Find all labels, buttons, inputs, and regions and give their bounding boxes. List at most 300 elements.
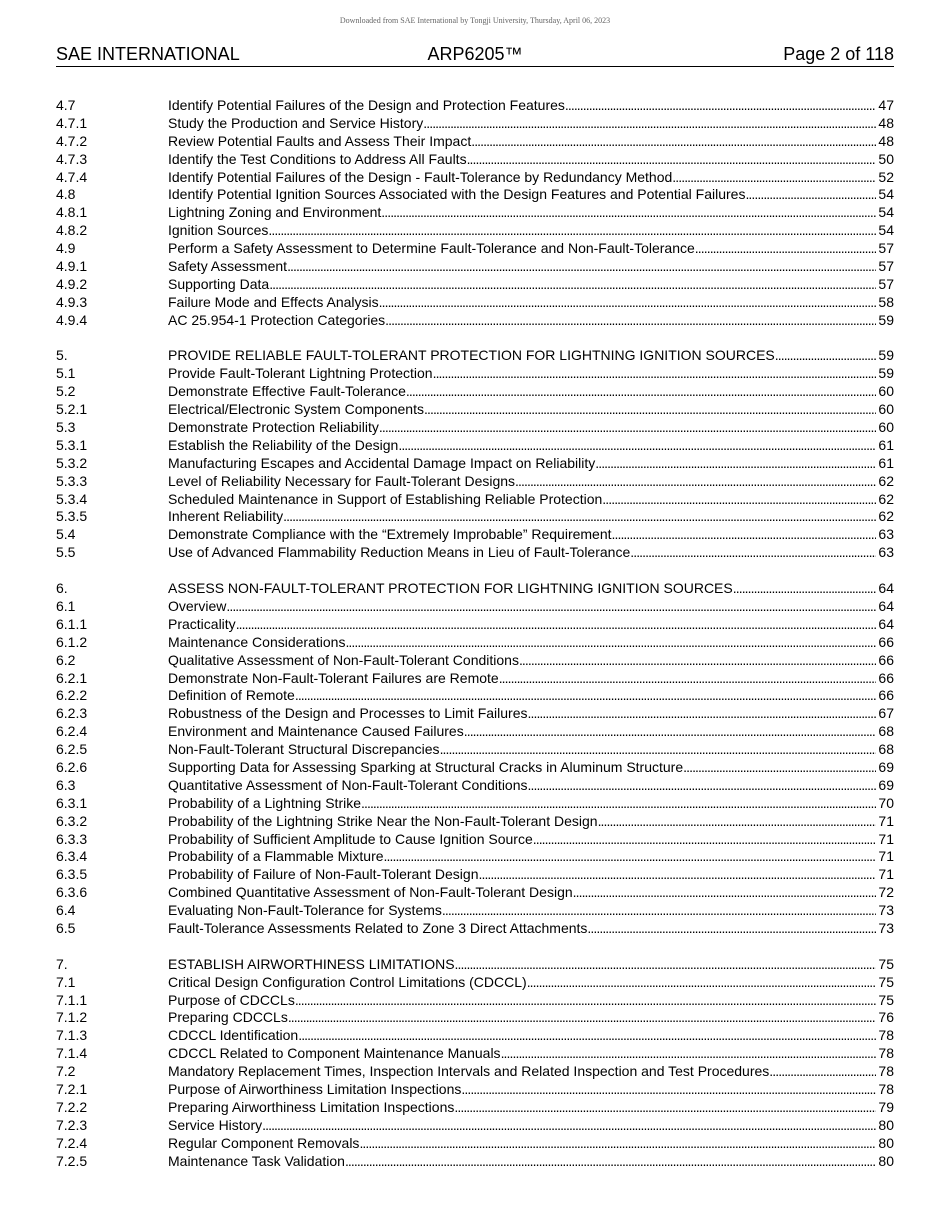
toc-section-title: Establish the Reliability of the Design [168, 436, 399, 453]
toc-section-number: 7.2.5 [56, 1152, 88, 1169]
toc-entry-line [168, 795, 894, 813]
toc-section-number: 7.1.3 [56, 1027, 88, 1044]
toc-entry-line [168, 956, 894, 974]
toc-dot-leader [501, 1045, 877, 1063]
toc-entry-line [168, 813, 894, 831]
toc-dot-leader [359, 1135, 876, 1153]
toc-entry-line [168, 437, 894, 455]
toc-entry-line [168, 151, 894, 169]
toc-page-number: 66 [878, 633, 894, 650]
toc-page-number: 75 [878, 973, 894, 990]
toc-section-title: Study the Production and Service History [168, 114, 424, 131]
toc-dot-leader [587, 920, 876, 938]
toc-entry-line [168, 526, 894, 544]
toc-entry-line [168, 169, 894, 187]
toc-entry-line [168, 1135, 894, 1153]
toc-entry[interactable] [56, 723, 894, 741]
toc-section-number: 5. [56, 347, 68, 364]
toc-section-title: Demonstrate Protection Reliability [168, 419, 379, 436]
toc-page-number: 63 [878, 526, 894, 543]
toc-section-title: Preparing CDCCLs [168, 1009, 288, 1026]
toc-section-number: 4.7.4 [56, 168, 88, 185]
toc-section-number: 4.9 [56, 240, 76, 257]
toc-section-title: Maintenance Task Validation [168, 1152, 345, 1169]
toc-section-title: Perform a Safety Assessment to Determine Fault-Tolerance and Non-Fault-Tolerance [168, 240, 695, 257]
toc-entry-line [168, 365, 894, 383]
toc-entry[interactable] [56, 866, 894, 884]
toc-entry-line [168, 1117, 894, 1135]
toc-dot-leader [379, 419, 877, 437]
toc-page-number: 62 [878, 490, 894, 507]
toc-entry[interactable] [56, 133, 894, 151]
toc-section-number: 4.8 [56, 186, 76, 203]
toc-entry[interactable] [56, 1063, 894, 1081]
toc-entry-line [168, 276, 894, 294]
toc-dot-leader [379, 294, 877, 312]
toc-entry-line [168, 473, 894, 491]
toc-section-title: Electrical/Electronic System Components [168, 401, 424, 418]
toc-entry[interactable] [56, 508, 894, 526]
toc-section-number: 5.3.3 [56, 472, 88, 489]
toc-page-number: 64 [878, 615, 894, 632]
toc-dot-leader [598, 813, 877, 831]
toc-dot-leader [226, 598, 876, 616]
download-watermark: Downloaded from SAE International by Tongji University, Thursday, April 06, 2023 [339, 16, 611, 25]
toc-entry[interactable] [56, 652, 894, 670]
toc-section-number: 5.3.1 [56, 436, 88, 453]
toc-page-number: 69 [878, 758, 894, 775]
toc-section-title: Scheduled Maintenance in Support of Establishing Reliable Protection [168, 490, 603, 507]
toc-entry[interactable] [56, 97, 894, 115]
toc-entry[interactable] [56, 312, 894, 330]
toc-section-title: CDCCL Identification [168, 1027, 299, 1044]
toc-dot-leader [467, 151, 877, 169]
toc-entry[interactable] [56, 437, 894, 455]
toc-dot-leader [533, 831, 877, 849]
toc-entry-line [168, 616, 894, 634]
toc-page-number: 76 [878, 1009, 894, 1026]
toc-section-group [56, 97, 894, 330]
toc-entry[interactable] [56, 186, 894, 204]
toc-section-number: 6.2.3 [56, 705, 88, 722]
toc-section-number: 6.2.4 [56, 723, 88, 740]
toc-entry[interactable] [56, 204, 894, 222]
toc-section-title: Review Potential Faults and Assess Their Impact [168, 132, 472, 149]
toc-section-number: 7.1 [56, 973, 76, 990]
toc-entry-line [168, 1153, 894, 1171]
toc-entry[interactable] [56, 1081, 894, 1099]
toc-entry[interactable] [56, 759, 894, 777]
toc-entry[interactable] [56, 526, 894, 544]
toc-entry-line [168, 222, 894, 240]
toc-entry[interactable] [56, 831, 894, 849]
toc-entry-line [168, 383, 894, 401]
toc-entry-line [168, 741, 894, 759]
toc-section-number: 7.2.2 [56, 1098, 88, 1115]
toc-dot-leader [385, 312, 876, 330]
toc-section-title: ASSESS NON-FAULT-TOLERANT PROTECTION FOR LIGHTNING IGNITION SOURCES [168, 580, 733, 597]
toc-dot-leader [268, 222, 876, 240]
toc-entry[interactable] [56, 401, 894, 419]
toc-entry[interactable] [56, 777, 894, 795]
toc-page-number: 70 [878, 794, 894, 811]
toc-section-number: 4.7 [56, 97, 76, 113]
toc-entry[interactable] [56, 848, 894, 866]
toc-dot-leader [455, 956, 877, 974]
toc-section-title: Purpose of Airworthiness Limitation Inspections [168, 1080, 462, 1097]
toc-page-number: 72 [878, 884, 894, 901]
toc-section-number: 5.1 [56, 365, 76, 382]
toc-section-title: Regular Component Removals [168, 1134, 360, 1151]
toc-page-number: 52 [878, 168, 894, 185]
toc-section-title: Fault-Tolerance Assessments Related to Zone 3 Direct Attachments [168, 919, 588, 936]
toc-entry[interactable] [56, 795, 894, 813]
toc-section-title: Probability of Sufficient Amplitude to Cause Ignition Source [168, 830, 533, 847]
toc-entry[interactable] [56, 455, 894, 473]
toc-entry[interactable] [56, 240, 894, 258]
toc-entry-line [168, 1045, 894, 1063]
toc-dot-leader [454, 1099, 876, 1117]
toc-page-number: 67 [878, 705, 894, 722]
toc-section-number: 4.9.4 [56, 311, 88, 328]
toc-section-title: Mandatory Replacement Times, Inspection Intervals and Related Inspection and Test Procedures [168, 1063, 770, 1080]
toc-entry[interactable] [56, 491, 894, 509]
toc-entry[interactable] [56, 294, 894, 312]
toc-entry-line [168, 634, 894, 652]
toc-dot-leader [464, 723, 877, 741]
toc-section-title: CDCCL Related to Component Maintenance Manuals [168, 1045, 501, 1062]
toc-page-number: 48 [878, 114, 894, 131]
toc-section-number: 7.2.4 [56, 1134, 88, 1151]
toc-entry[interactable] [56, 705, 894, 723]
toc-dot-leader [295, 687, 877, 705]
toc-entry-line [168, 544, 894, 562]
toc-page-number: 80 [878, 1152, 894, 1169]
toc-dot-leader [384, 848, 877, 866]
toc-section-number: 4.9.1 [56, 258, 88, 275]
toc-entry-line [168, 1063, 894, 1081]
toc-page-number: 61 [878, 454, 894, 471]
toc-dot-leader [683, 759, 876, 777]
toc-entry[interactable] [56, 974, 894, 992]
toc-entry[interactable] [56, 258, 894, 276]
toc-dot-leader [515, 473, 876, 491]
toc-dot-leader [733, 580, 877, 598]
toc-page-number: 62 [878, 508, 894, 525]
toc-section-title: Preparing Airworthiness Limitation Inspections [168, 1098, 455, 1115]
toc-dot-leader [424, 401, 876, 419]
toc-section-number: 4.9.3 [56, 293, 88, 310]
toc-entry[interactable] [56, 956, 894, 974]
toc-section-number: 7.2 [56, 1063, 76, 1080]
toc-entry-line [168, 723, 894, 741]
toc-section-title: Critical Design Configuration Control Limitations (CDCCL) [168, 973, 527, 990]
toc-dot-leader [769, 1063, 876, 1081]
toc-section-number: 6.3.4 [56, 848, 88, 865]
toc-page-number: 57 [878, 275, 894, 292]
toc-page-number: 69 [878, 776, 894, 793]
toc-entry[interactable] [56, 473, 894, 491]
toc-page-number: 63 [878, 544, 894, 561]
publisher-name: SAE INTERNATIONAL [56, 44, 240, 64]
toc-entry[interactable] [56, 1009, 894, 1027]
toc-entry[interactable] [56, 616, 894, 634]
toc-dot-leader [775, 347, 877, 365]
toc-section-title: Manufacturing Escapes and Accidental Damage Impact on Reliability [168, 454, 596, 471]
toc-dot-leader [573, 884, 877, 902]
toc-dot-leader [602, 491, 876, 509]
toc-entry-line [168, 992, 894, 1010]
toc-page-number: 68 [878, 723, 894, 740]
toc-entry[interactable] [56, 1117, 894, 1135]
toc-entry-line [168, 401, 894, 419]
toc-entry[interactable] [56, 347, 894, 365]
toc-section-number: 7.2.1 [56, 1080, 88, 1097]
toc-dot-leader [461, 1081, 876, 1099]
toc-entry[interactable] [56, 1135, 894, 1153]
toc-entry[interactable] [56, 813, 894, 831]
toc-entry-line [168, 831, 894, 849]
toc-page-number: 66 [878, 669, 894, 686]
toc-entry[interactable] [56, 1027, 894, 1045]
toc-entry-line [168, 133, 894, 151]
toc-page-number: 78 [878, 1080, 894, 1097]
toc-page-number: 61 [878, 436, 894, 453]
toc-page-number: 58 [878, 293, 894, 310]
toc-section-number: 5.3.5 [56, 508, 88, 525]
toc-page-number: 64 [878, 580, 894, 597]
toc-section-number: 4.7.3 [56, 150, 88, 167]
toc-section-number: 4.9.2 [56, 275, 88, 292]
toc-entry-line [168, 115, 894, 133]
toc-page-number: 47 [878, 97, 894, 113]
toc-section-title: Level of Reliability Necessary for Fault-Tolerant Designs [168, 472, 516, 489]
toc-dot-leader [442, 902, 877, 920]
toc-section-title: Identify Potential Ignition Sources Associated with the Design Features and Potential Failures [168, 186, 746, 203]
toc-page-number: 71 [878, 866, 894, 883]
toc-section-number: 5.5 [56, 544, 76, 561]
toc-dot-leader [528, 777, 877, 795]
toc-section-number: 6.3.1 [56, 794, 88, 811]
toc-dot-leader [345, 634, 876, 652]
toc-dot-leader [595, 455, 876, 473]
toc-section-title: Failure Mode and Effects Analysis [168, 293, 379, 310]
toc-dot-leader [283, 508, 876, 526]
toc-page-number: 78 [878, 1045, 894, 1062]
toc-section-number: 6.3.2 [56, 812, 88, 829]
toc-entry-line [168, 598, 894, 616]
toc-entry[interactable] [56, 276, 894, 294]
table-of-contents [56, 97, 894, 1188]
toc-section-title: Quantitative Assessment of Non-Fault-Tolerant Conditions [168, 776, 528, 793]
toc-section-number: 5.3.4 [56, 490, 88, 507]
toc-page-number: 75 [878, 955, 894, 972]
toc-dot-leader [298, 1027, 876, 1045]
toc-entry[interactable] [56, 169, 894, 187]
toc-dot-leader [406, 383, 877, 401]
toc-entry-line [168, 97, 894, 115]
toc-page-number: 50 [878, 150, 894, 167]
toc-dot-leader [398, 437, 876, 455]
toc-page-number: 66 [878, 687, 894, 704]
toc-section-number: 4.8.2 [56, 222, 88, 239]
toc-dot-leader [695, 240, 877, 258]
toc-entry[interactable] [56, 222, 894, 240]
toc-entry[interactable] [56, 687, 894, 705]
toc-dot-leader [433, 365, 877, 383]
toc-section-title: Purpose of CDCCLs [168, 991, 295, 1008]
toc-section-title: Robustness of the Design and Processes to Limit Failures [168, 705, 528, 722]
toc-section-number: 7. [56, 955, 68, 972]
toc-section-title: Supporting Data for Assessing Sparking at Structural Cracks in Aluminum Structure [168, 758, 684, 775]
toc-page-number: 71 [878, 830, 894, 847]
toc-entry-line [168, 258, 894, 276]
toc-entry[interactable] [56, 902, 894, 920]
toc-entry-line [168, 347, 894, 365]
toc-entry[interactable] [56, 151, 894, 169]
toc-entry[interactable] [56, 365, 894, 383]
toc-entry[interactable] [56, 741, 894, 759]
toc-section-number: 4.7.1 [56, 114, 88, 131]
toc-entry-line [168, 455, 894, 473]
toc-dot-leader [236, 616, 877, 634]
toc-section-title: Provide Fault-Tolerant Lightning Protection [168, 365, 433, 382]
toc-section-number: 4.7.2 [56, 132, 88, 149]
toc-entry-line [168, 670, 894, 688]
toc-section-title: Ignition Sources [168, 222, 269, 239]
toc-page-number: 57 [878, 258, 894, 275]
toc-section-title: ESTABLISH AIRWORTHINESS LIMITATIONS [168, 955, 455, 972]
page-header [56, 44, 894, 67]
toc-dot-leader [612, 526, 877, 544]
toc-section-number: 6.5 [56, 919, 76, 936]
toc-entry-line [168, 1027, 894, 1045]
toc-entry[interactable] [56, 383, 894, 401]
toc-section-number: 7.1.1 [56, 991, 88, 1008]
toc-section-number: 6.4 [56, 902, 76, 919]
toc-page-number: 80 [878, 1116, 894, 1133]
toc-section-title: Environment and Maintenance Caused Failures [168, 723, 464, 740]
toc-dot-leader [478, 866, 876, 884]
toc-section-title: Combined Quantitative Assessment of Non-Fault-Tolerant Design [168, 884, 573, 901]
toc-entry[interactable] [56, 992, 894, 1010]
toc-section-title: Probability of the Lightning Strike Near the Non-Fault-Tolerant Design [168, 812, 598, 829]
toc-entry-line [168, 866, 894, 884]
toc-section-title: Demonstrate Effective Fault-Tolerance [168, 383, 406, 400]
toc-dot-leader [423, 115, 876, 133]
toc-section-title: Probability of a Lightning Strike [168, 794, 361, 811]
toc-entry-line [168, 1081, 894, 1099]
toc-page-number: 54 [878, 186, 894, 203]
toc-section-number: 6.2.2 [56, 687, 88, 704]
toc-entry-line [168, 974, 894, 992]
toc-entry[interactable] [56, 115, 894, 133]
toc-section-number: 5.4 [56, 526, 76, 543]
toc-section-title: Overview [168, 597, 227, 614]
toc-entry-line [168, 419, 894, 437]
toc-dot-leader [565, 97, 877, 115]
toc-section-title: AC 25.954-1 Protection Categories [168, 311, 386, 328]
toc-section-title: Probability of Failure of Non-Fault-Tolerant Design [168, 866, 479, 883]
toc-page-number: 71 [878, 812, 894, 829]
toc-dot-leader [361, 795, 876, 813]
toc-section-title: Definition of Remote [168, 687, 295, 704]
toc-section-title: Supporting Data [168, 275, 270, 292]
toc-section-group [56, 580, 894, 938]
page-number: Page 2 of 118 [783, 44, 894, 64]
toc-entry[interactable] [56, 634, 894, 652]
toc-section-number: 6.2 [56, 651, 76, 668]
toc-page-number: 73 [878, 919, 894, 936]
toc-dot-leader [528, 705, 877, 723]
toc-entry-line [168, 687, 894, 705]
toc-page-number: 78 [878, 1063, 894, 1080]
toc-section-title: Evaluating Non-Fault-Tolerance for Systems [168, 902, 442, 919]
toc-entry-line [168, 240, 894, 258]
toc-entry[interactable] [56, 884, 894, 902]
toc-dot-leader [519, 652, 876, 670]
toc-section-group [56, 347, 894, 562]
toc-dot-leader [295, 992, 877, 1010]
toc-entry[interactable] [56, 544, 894, 562]
toc-entry-line [168, 884, 894, 902]
toc-section-title: Lightning Zoning and Environment [168, 204, 382, 221]
toc-section-number: 6.3.6 [56, 884, 88, 901]
toc-entry-line [168, 312, 894, 330]
toc-entry[interactable] [56, 1153, 894, 1171]
toc-section-number: 5.2.1 [56, 401, 88, 418]
toc-entry-line [168, 902, 894, 920]
toc-page-number: 59 [878, 311, 894, 328]
toc-entry[interactable] [56, 670, 894, 688]
toc-entry[interactable] [56, 419, 894, 437]
toc-page-number: 54 [878, 222, 894, 239]
toc-page-number: 48 [878, 132, 894, 149]
toc-section-number: 6.3 [56, 776, 76, 793]
toc-entry[interactable] [56, 580, 894, 598]
toc-entry[interactable] [56, 1045, 894, 1063]
toc-section-number: 5.3 [56, 419, 76, 436]
toc-dot-leader [381, 204, 876, 222]
toc-entry-line [168, 204, 894, 222]
toc-entry[interactable] [56, 920, 894, 938]
toc-section-number: 4.8.1 [56, 204, 88, 221]
toc-page-number: 60 [878, 383, 894, 400]
toc-page-number: 57 [878, 240, 894, 257]
toc-entry[interactable] [56, 1099, 894, 1117]
toc-dot-leader [527, 974, 877, 992]
toc-page-number: 66 [878, 651, 894, 668]
toc-page-number: 71 [878, 848, 894, 865]
toc-page-number: 60 [878, 419, 894, 436]
toc-section-title: Qualitative Assessment of Non-Fault-Tolerant Conditions [168, 651, 519, 668]
toc-section-number: 6.3.5 [56, 866, 88, 883]
document-number: ARP6205™ [427, 44, 523, 64]
toc-section-number: 6.2.6 [56, 758, 88, 775]
toc-section-number: 6.1.2 [56, 633, 88, 650]
toc-section-title: Demonstrate Non-Fault-Tolerant Failures are Remote [168, 669, 499, 686]
toc-dot-leader [345, 1153, 876, 1171]
toc-section-number: 5.2 [56, 383, 76, 400]
toc-entry-line [168, 508, 894, 526]
toc-section-number: 7.1.4 [56, 1045, 88, 1062]
toc-entry-line [168, 294, 894, 312]
toc-entry-line [168, 848, 894, 866]
toc-entry[interactable] [56, 598, 894, 616]
toc-dot-leader [630, 544, 876, 562]
toc-section-number: 6.2.5 [56, 741, 88, 758]
toc-page-number: 62 [878, 472, 894, 489]
